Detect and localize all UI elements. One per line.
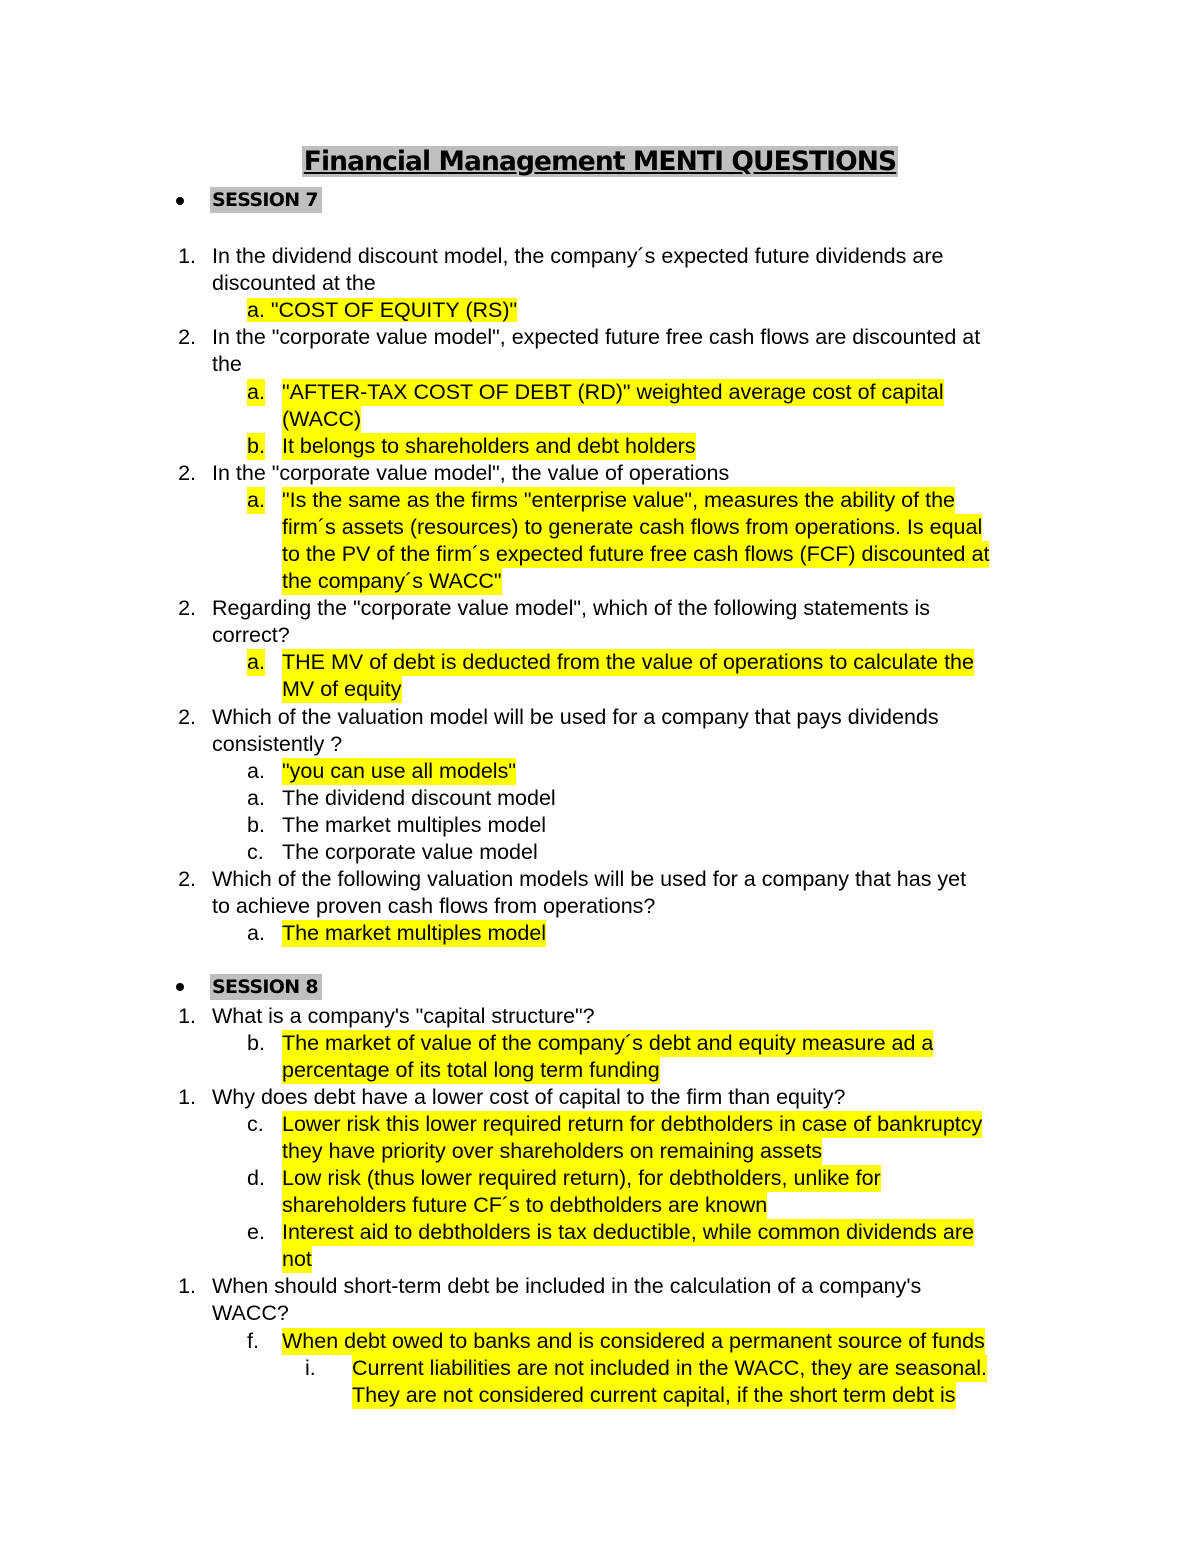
- answer-text: The market multiples model: [282, 921, 547, 945]
- bullet-icon: [176, 983, 184, 991]
- answer-text: Lower risk this lower required return for debtholders in case of bankruptcy: [282, 1112, 983, 1136]
- question-text: Regarding the "corporate value model", which of the following statements is: [212, 596, 930, 620]
- question-number: 1.: [178, 1274, 196, 1298]
- question-text: correct?: [212, 623, 290, 647]
- session-7-heading: SESSION 7: [210, 187, 322, 213]
- question-number: 2.: [178, 461, 196, 485]
- answer-text: percentage of its total long term funding: [282, 1058, 660, 1082]
- answer-text: It belongs to shareholders and debt holders: [282, 434, 696, 458]
- question-text: to achieve proven cash flows from operations?: [212, 894, 656, 918]
- answer-text: Interest aid to debtholders is tax deductible, while common dividends are: [282, 1220, 974, 1244]
- question-number: 1.: [178, 1085, 196, 1109]
- answer-text: the company´s WACC": [282, 569, 502, 593]
- answer-text: "Is the same as the firms "enterprise value", measures the ability of the: [282, 488, 955, 512]
- answer-text: not: [282, 1247, 312, 1271]
- option-marker: a.: [247, 759, 265, 783]
- answer-marker: a.: [247, 380, 265, 404]
- option-text: The corporate value model: [282, 840, 538, 864]
- answer-marker: d.: [247, 1166, 265, 1190]
- question-number: 2.: [178, 705, 196, 729]
- option-marker: c.: [247, 840, 264, 864]
- question-text: discounted at the: [212, 271, 376, 295]
- answer-text: When debt owed to banks and is considered a permanent source of funds: [282, 1329, 985, 1353]
- answer-text: "AFTER-TAX COST OF DEBT (RD)" weighted average cost of capital: [282, 380, 944, 404]
- question-number: 2.: [178, 325, 196, 349]
- session-8-heading: SESSION 8: [210, 974, 322, 1000]
- option-marker: b.: [247, 813, 265, 837]
- question-text: the: [212, 352, 242, 376]
- answer-text: THE MV of debt is deducted from the value of operations to calculate the: [282, 650, 974, 674]
- answer-text: firm´s assets (resources) to generate cash flows from operations. Is equal: [282, 515, 983, 539]
- question-text: In the "corporate value model", the value of operations: [212, 461, 730, 485]
- question-number: 1.: [178, 1004, 196, 1028]
- answer-text: They are not considered current capital, if the short term debt is: [352, 1383, 956, 1407]
- question-text: When should short-term debt be included in the calculation of a company's: [212, 1274, 922, 1298]
- answer-text: MV of equity: [282, 677, 402, 701]
- answer-marker: c.: [247, 1112, 264, 1136]
- question-text: Which of the following valuation models will be used for a company that has yet: [212, 867, 967, 891]
- answer-marker: b.: [247, 1031, 265, 1055]
- option-text: The market multiples model: [282, 813, 547, 837]
- answer-marker: f.: [247, 1329, 259, 1353]
- answer-text: to the PV of the firm´s expected future free cash flows (FCF) discounted at: [282, 542, 990, 566]
- question-text: WACC?: [212, 1301, 289, 1325]
- option-text: The dividend discount model: [282, 786, 556, 810]
- answer-text: The market of value of the company´s debt and equity measure ad a: [282, 1031, 934, 1055]
- answer-item: a. "COST OF EQUITY (RS)": [247, 298, 518, 322]
- question-number: 2.: [178, 596, 196, 620]
- question-number: 1.: [178, 244, 196, 268]
- question-text: In the "corporate value model", expected future free cash flows are discounted at: [212, 325, 981, 349]
- answer-marker: a.: [247, 488, 265, 512]
- question-text: In the dividend discount model, the company´s expected future dividends are: [212, 244, 944, 268]
- option-marker: a.: [247, 786, 265, 810]
- page-title: Financial Management MENTI QUESTIONS: [303, 146, 897, 177]
- answer-text: Low risk (thus lower required return), for debtholders, unlike for: [282, 1166, 881, 1190]
- answer-text: Current liabilities are not included in the WACC, they are seasonal.: [352, 1356, 987, 1380]
- bullet-icon: [176, 197, 184, 205]
- answer-text: they have priority over shareholders on remaining assets: [282, 1139, 823, 1163]
- question-text: Why does debt have a lower cost of capital to the firm than equity?: [212, 1085, 846, 1109]
- answer-text: (WACC): [282, 407, 362, 431]
- question-text: Which of the valuation model will be used for a company that pays dividends: [212, 705, 939, 729]
- answer-marker: a.: [247, 650, 265, 674]
- question-text: consistently ?: [212, 732, 343, 756]
- answer-text: shareholders future CF´s to debtholders are known: [282, 1193, 768, 1217]
- option-text: "you can use all models": [282, 759, 516, 783]
- question-text: What is a company's "capital structure"?: [212, 1004, 595, 1028]
- answer-marker: a.: [247, 921, 265, 945]
- question-number: 2.: [178, 867, 196, 891]
- answer-marker: b.: [247, 434, 265, 458]
- answer-marker: i.: [305, 1356, 316, 1380]
- answer-marker: e.: [247, 1220, 265, 1244]
